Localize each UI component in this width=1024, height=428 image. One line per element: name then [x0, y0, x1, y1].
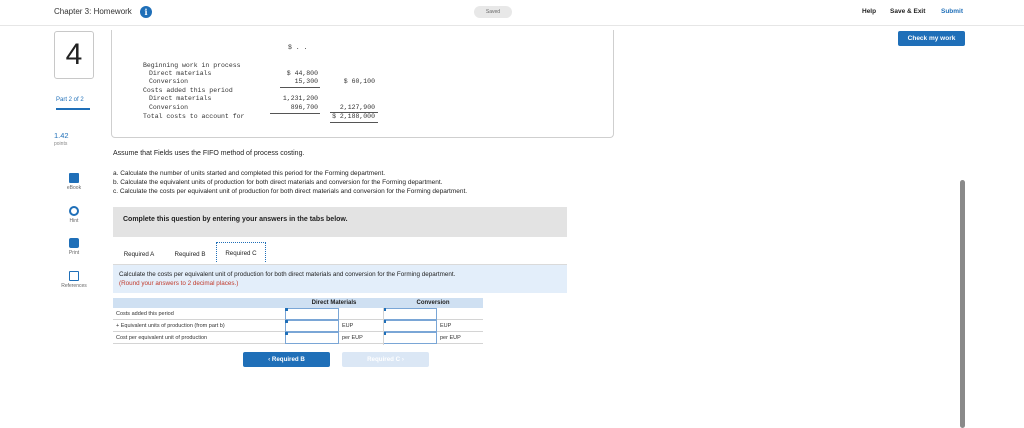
points-value: 1.42 — [54, 131, 69, 140]
part-label: Part 2 of 2 — [56, 97, 84, 103]
saved-status-badge: Saved — [474, 6, 512, 18]
table-row — [113, 332, 483, 344]
data-value: $ 2,188,000 — [332, 113, 375, 120]
dm-cost-per-eup-input[interactable] — [285, 332, 339, 344]
references-icon — [69, 271, 79, 281]
hint-tool[interactable] — [54, 206, 94, 224]
calc-instruction: Calculate the costs per equivalent unit of production for both direct materials and conversion for the Forming department. — [119, 271, 456, 278]
question-prompt: Assume that Fields uses the FIFO method of process costing. — [113, 150, 305, 157]
data-value: 2,127,900 — [339, 104, 375, 111]
row-label: Cost per equivalent unit of production — [116, 335, 208, 341]
column-divider — [383, 308, 384, 345]
data-line: Conversion — [149, 104, 189, 111]
data-value: 1,231,200 — [282, 95, 318, 102]
underline — [270, 113, 320, 114]
ebook-tool[interactable] — [54, 173, 94, 191]
dm-costs-added-input[interactable] — [285, 308, 339, 320]
header-conversion: Conversion — [383, 298, 483, 308]
references-tool[interactable] — [54, 271, 94, 289]
info-icon[interactable]: i — [140, 6, 152, 18]
print-label: Print — [68, 250, 80, 256]
data-value: $ 60,100 — [343, 78, 375, 85]
prev-required-b-button[interactable]: ‹ Required B — [243, 352, 330, 367]
cv-costs-added-input[interactable] — [383, 308, 437, 320]
assignment-title: Chapter 3: Homework — [54, 7, 132, 16]
task-c: c. Calculate the costs per equivalent unit of production for both direct materials and conversion for the Forming department. — [113, 188, 468, 195]
question-number: 4 — [65, 38, 83, 71]
question-number-box — [54, 31, 94, 79]
cost-data-box — [111, 30, 614, 138]
ebook-label: eBook — [66, 185, 82, 191]
tab-required-c[interactable]: Required C — [216, 242, 266, 262]
table-row — [113, 308, 483, 320]
dm-eup-unit: EUP — [342, 323, 354, 329]
data-line: Conversion — [149, 78, 189, 85]
row-label: + Equivalent units of production (from part b) — [116, 323, 225, 329]
header-direct-materials: Direct Materials — [285, 298, 383, 308]
check-my-work-button[interactable]: Check my work — [898, 31, 965, 46]
task-a: a. Calculate the number of units started and completed this period for the Forming department. — [113, 170, 386, 177]
answer-table — [113, 298, 483, 346]
instruction-text: Complete this question by entering your answers in the tabs below. — [123, 216, 348, 223]
data-value: 15,300 — [294, 78, 318, 85]
data-line: Total costs to account for — [143, 113, 245, 120]
print-icon — [69, 238, 79, 248]
cv-cost-per-eup-input[interactable] — [383, 332, 437, 344]
table-row — [113, 320, 483, 332]
data-value: 896,700 — [290, 104, 318, 111]
hint-label: Hint — [69, 218, 79, 224]
data-line: Direct materials — [149, 95, 212, 102]
underline — [330, 122, 378, 123]
table-header-blank — [113, 298, 285, 308]
task-b: b. Calculate the equivalent units of production for both direct materials and conversion for the Forming department. — [113, 179, 443, 186]
data-value: $ 44,800 — [286, 70, 318, 77]
help-link[interactable]: Help — [862, 8, 877, 15]
hint-icon — [69, 206, 79, 216]
dm-per-eup-unit: per EUP — [342, 335, 363, 341]
part-progress-bar — [56, 108, 90, 110]
underline — [280, 87, 320, 88]
data-line: Costs added this period — [143, 87, 233, 94]
cv-eup-unit: EUP — [440, 323, 452, 329]
page-scrollbar[interactable] — [960, 180, 965, 428]
tab-required-b[interactable]: Required B — [174, 251, 206, 258]
data-top-marks: $ . . — [288, 44, 308, 51]
rounding-note: (Round your answers to 2 decimal places.) — [119, 280, 239, 287]
tab-required-a[interactable]: Required A — [123, 251, 155, 258]
data-line: Beginning work in process — [143, 62, 241, 69]
cv-per-eup-unit: per EUP — [440, 335, 461, 341]
print-tool[interactable] — [54, 238, 94, 256]
references-label: References — [61, 283, 87, 289]
data-line: Direct materials — [149, 70, 212, 77]
cv-eup-input[interactable] — [383, 320, 437, 332]
row-label: Costs added this period — [116, 311, 174, 317]
next-required-c-button[interactable]: Required C › — [342, 352, 429, 367]
save-exit-link[interactable]: Save & Exit — [890, 8, 926, 15]
dm-eup-input[interactable] — [285, 320, 339, 332]
instruction-box — [113, 207, 567, 237]
ebook-icon — [69, 173, 79, 183]
top-bar — [0, 0, 1024, 26]
submit-link[interactable]: Submit — [941, 8, 964, 15]
points-label: points — [54, 141, 68, 147]
calc-instruction-box — [113, 265, 567, 293]
